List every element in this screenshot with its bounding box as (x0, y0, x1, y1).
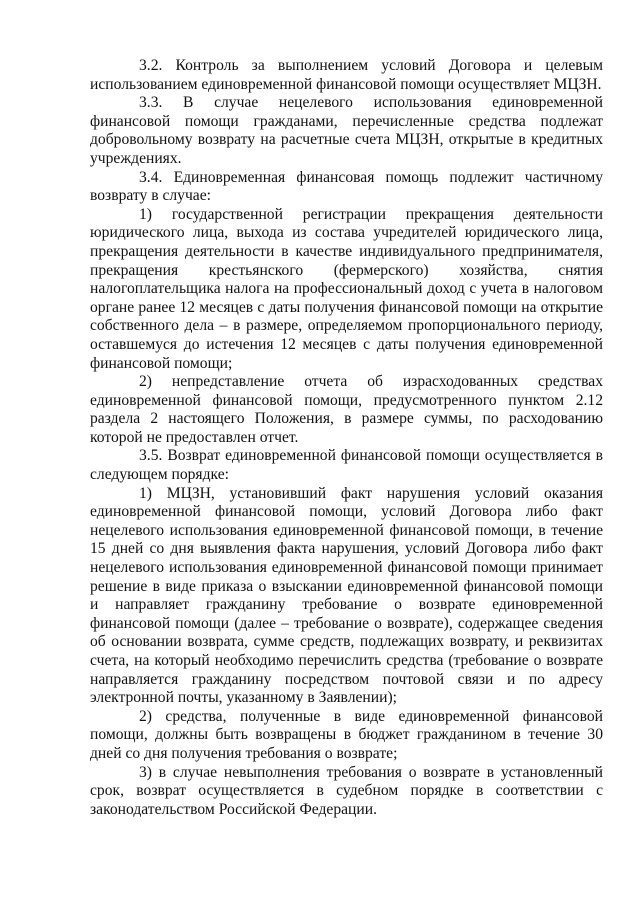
document-body (90, 57, 603, 819)
paragraph-3-4-item-2: 2) непредставление отчета об израсходованных средствах единовременной финансовой помощи, предусмотренного пунктом 2.12 раздела 2 настоящего Положения, в размере суммы, по расходованию которой не предоставлен отчет. (90, 373, 603, 446)
paragraph-3-2: 3.2. Контроль за выполнением условий Договора и целевым использованием единовременной финансовой помощи осуществляет МЦЗН. (90, 57, 603, 93)
paragraph-3-5: 3.5. Возврат единовременной финансовой помощи осуществляется в следующем порядке: (90, 447, 603, 484)
paragraph-3-4-item-1: 1) государственной регистрации прекращения деятельности юридического лица, выхода из состава учредителей юридического лица, прекращения деятельности в качестве индивидуального предпринимателя, прекращения крестьянского (фермерского) хозяйства, снятия налогоплательщика налога на профессиональный доход с учета в налоговом органе ранее 12 месяцев с даты получения финансовой помощи на открытие собственного дела – в размере, определяемом пропорционального периоду, оставшемуся до истечения 12 месяцев с даты получения единовременной финансовой помощи; (90, 205, 603, 372)
paragraph-3-5-item-1: 1) МЦЗН, установивший факт нарушения условий оказания единовременной финансовой помощи, условий Договора либо факт нецелевого использования единовременной финансовой помощи, в течение 15 дней со дня выявления факта нарушения, условий Договора либо факт нецелевого использования единовременной финансовой помощи принимает решение в виде приказа о взыскании единовременной финансовой помощи и направляет гражданину требование о возврате единовременной финансовой помощи (далее – требование о возврате), содержащее сведения об основании возврата, сумме средств, подлежащих возврату, и реквизитах счета, на который необходимо перечислить средства (требование о возврате направляется гражданину посредством почтовой связи и по адресу электронной почты, указанному в Заявлении); (90, 484, 603, 707)
paragraph-3-3: 3.3. В случае нецелевого использования единовременной финансовой помощи гражданами, перечисленные средства подлежат добровольному возврату на расчетные счета МЦЗН, открытые в кредитных учреждениях. (90, 94, 603, 167)
paragraph-3-5-item-3: 3) в случае невыполнения требования о возврате в установленный срок, возврат осуществляется в судебном порядке в соответствии с законодательством Российской Федерации. (90, 763, 603, 818)
paragraph-3-4: 3.4. Единовременная финансовая помощь подлежит частичному возврату в случае: (90, 168, 603, 205)
paragraph-3-5-item-2: 2) средства, полученные в виде единовременной финансовой помощи, должны быть возвращены в бюджет гражданином в течение 30 дней со дня получения требования о возврате; (90, 707, 603, 762)
